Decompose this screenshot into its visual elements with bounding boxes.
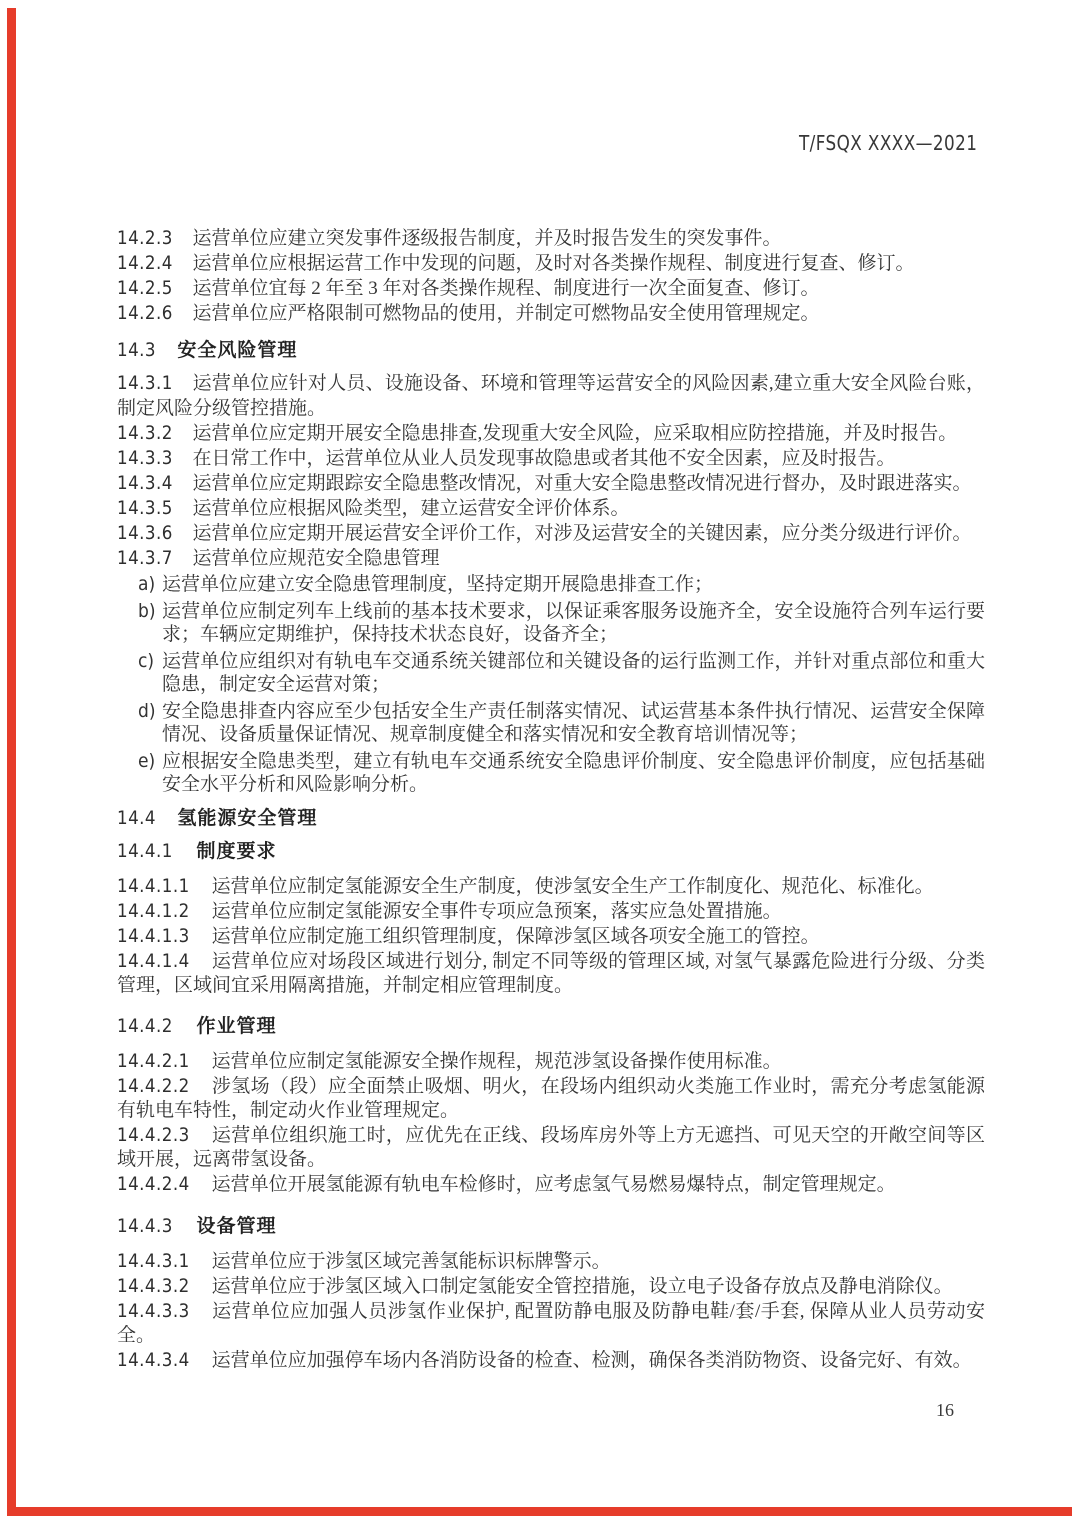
heading-number: 14.4 xyxy=(117,807,156,829)
list-marker: e) xyxy=(138,750,156,772)
clause-number: 14.3.7 xyxy=(117,547,173,569)
heading-number: 14.4.3 xyxy=(117,1215,173,1237)
list-marker: b) xyxy=(138,600,156,622)
clause-14-3-5 xyxy=(117,496,985,521)
page-number: 16 xyxy=(936,1400,954,1420)
clause-text: 运营单位应定期开展安全隐患排查,发现重大安全风险，应采取相应防控措施，并及时报告。 xyxy=(192,423,958,444)
clause-number: 14.3.2 xyxy=(117,422,173,444)
heading-title: 制度要求 xyxy=(196,840,277,862)
list-item-text: 应根据安全隐患类型，建立有轨电车交通系统安全隐患评价制度、安全隐患评价制度，应包括基础安全水平分析和风险影响分析。 xyxy=(162,751,985,795)
clause-number: 14.3.4 xyxy=(117,472,173,494)
clause-14-4-3-1 xyxy=(117,1249,985,1274)
clause-text: 运营单位应根据风险类型，建立运营安全评价体系。 xyxy=(192,498,630,519)
clause-text: 运营单位应于涉氢区域完善氢能标识标牌警示。 xyxy=(211,1251,611,1272)
clause-text: 运营单位组织施工时，应优先在正线、段场库房外等上方无遮挡、可见天空的开敞空间等区域开展，远离带氢设备。 xyxy=(117,1125,985,1170)
clause-number: 14.2.4 xyxy=(117,252,173,274)
clause-14-3-2 xyxy=(117,421,985,446)
clause-number: 14.4.1.1 xyxy=(117,875,190,897)
section-heading-14-4 xyxy=(117,806,985,831)
document-body xyxy=(117,226,985,1373)
clause-14-4-3-4 xyxy=(117,1348,985,1373)
clause-14-4-1-1 xyxy=(117,874,985,899)
list-marker: c) xyxy=(138,650,155,672)
section-heading-14-4-1 xyxy=(117,839,985,864)
clause-text: 在日常工作中，运营单位从业人员发现事故隐患或者其他不安全因素，应及时报告。 xyxy=(192,448,896,469)
clause-group-14-4-3 xyxy=(117,1249,985,1373)
clause-number: 14.4.1.4 xyxy=(117,950,190,972)
list-marker: d) xyxy=(138,700,156,722)
clause-14-4-2-3 xyxy=(117,1123,985,1172)
section-heading-14-4-3 xyxy=(117,1214,985,1239)
clause-text: 运营单位应严格限制可燃物品的使用，并制定可燃物品安全使用管理规定。 xyxy=(192,303,820,324)
clause-number: 14.4.1.2 xyxy=(117,900,190,922)
clause-text: 运营单位应制定施工组织管理制度，保障涉氢区域各项安全施工的管控。 xyxy=(211,926,820,947)
clause-14-2-3 xyxy=(117,226,985,251)
lettered-list-14-3-7 xyxy=(117,573,985,796)
clause-text: 运营单位应根据运营工作中发现的问题，及时对各类操作规程、制度进行复查、修订。 xyxy=(192,253,915,274)
heading-number: 14.3 xyxy=(117,339,156,361)
clause-number: 14.2.3 xyxy=(117,227,173,249)
clause-text: 运营单位应于涉氢区域入口制定氢能安全管控措施，设立电子设备存放点及静电消除仪。 xyxy=(211,1276,953,1297)
clause-number: 14.2.6 xyxy=(117,302,173,324)
clause-text: 运营单位开展氢能源有轨电车检修时，应考虑氢气易燃易爆特点，制定管理规定。 xyxy=(211,1174,896,1195)
clause-number: 14.3.5 xyxy=(117,497,173,519)
clause-14-4-2-4 xyxy=(117,1172,985,1197)
list-item-a xyxy=(117,573,985,596)
heading-title: 氢能源安全管理 xyxy=(177,807,318,829)
clause-number: 14.4.3.3 xyxy=(117,1300,190,1322)
clause-text: 运营单位应定期开展运营安全评价工作，对涉及运营安全的关键因素，应分类分级进行评价。 xyxy=(192,523,972,544)
clause-text: 运营单位应制定氢能源安全操作规程，规范涉氢设备操作使用标准。 xyxy=(211,1051,782,1072)
clause-14-2-5 xyxy=(117,276,985,301)
clause-text: 运营单位应定期跟踪安全隐患整改情况，对重大安全隐患整改情况进行督办，及时跟进落实。 xyxy=(192,473,972,494)
clause-number: 14.4.3.4 xyxy=(117,1349,190,1371)
clause-text: 运营单位应制定氢能源安全生产制度，使涉氢安全生产工作制度化、规范化、标准化。 xyxy=(211,876,934,897)
clause-text: 运营单位应建立突发事件逐级报告制度，并及时报告发生的突发事件。 xyxy=(192,228,782,249)
red-edge-mark-left xyxy=(7,8,16,1516)
clause-number: 14.4.1.3 xyxy=(117,925,190,947)
clause-14-3-6 xyxy=(117,521,985,546)
clause-text: 运营单位应加强停车场内各消防设备的检查、检测，确保各类消防物资、设备完好、有效。 xyxy=(211,1350,972,1371)
clause-14-4-2-2 xyxy=(117,1074,985,1123)
clause-14-4-2-1 xyxy=(117,1049,985,1074)
clause-text: 运营单位应针对人员、设施设备、环境和管理等运营安全的风险因素,建立重大安全风险台账，制定风险分级管控措施。 xyxy=(117,373,985,419)
section-heading-14-4-2 xyxy=(117,1014,985,1039)
clause-text: 运营单位应加强人员涉氢作业保护, 配置防静电服及防静电鞋/套/手套, 保障从业人员劳动安全。 xyxy=(117,1301,985,1346)
clause-number: 14.4.2.2 xyxy=(117,1075,190,1097)
clause-group-14-4-1 xyxy=(117,874,985,998)
clause-number: 14.4.2.4 xyxy=(117,1173,190,1195)
clause-number: 14.4.3.2 xyxy=(117,1275,190,1297)
clause-number: 14.4.2.1 xyxy=(117,1050,190,1072)
clause-14-2-6 xyxy=(117,301,985,326)
heading-number: 14.4.2 xyxy=(117,1015,173,1037)
list-item-text: 运营单位应建立安全隐患管理制度，坚持定期开展隐患排查工作； xyxy=(162,574,714,595)
clause-number: 14.2.5 xyxy=(117,277,173,299)
clause-14-4-1-2 xyxy=(117,899,985,924)
list-item-text: 运营单位应制定列车上线前的基本技术要求，以保证乘客服务设施齐全，安全设施符合列车运行要求；车辆应定期维护，保持技术状态良好，设备齐全； xyxy=(162,601,985,645)
clause-number: 14.3.6 xyxy=(117,522,173,544)
list-marker: a) xyxy=(138,573,156,595)
clause-text: 运营单位宜每 2 年至 3 年对各类操作规程、制度进行一次全面复查、修订。 xyxy=(192,278,820,299)
heading-title: 作业管理 xyxy=(196,1015,277,1037)
clause-14-3-7 xyxy=(117,546,985,571)
clause-text: 运营单位应规范安全隐患管理 xyxy=(192,548,440,569)
clause-number: 14.3.3 xyxy=(117,447,173,469)
section-heading-14-3 xyxy=(117,338,985,363)
list-item-d xyxy=(117,700,985,746)
clause-group-14-4-2 xyxy=(117,1049,985,1197)
heading-number: 14.4.1 xyxy=(117,840,173,862)
heading-title: 安全风险管理 xyxy=(177,339,298,361)
document-code-header: T/FSQX XXXX—2021 xyxy=(798,131,977,155)
list-item-c xyxy=(117,650,985,696)
clause-14-3-1 xyxy=(117,371,985,421)
clause-number: 14.3.1 xyxy=(117,372,173,394)
clause-14-4-1-4 xyxy=(117,949,985,998)
clause-14-4-1-3 xyxy=(117,924,985,949)
clause-14-4-3-3 xyxy=(117,1299,985,1348)
red-edge-mark-bottom xyxy=(7,1507,1072,1516)
list-item-text: 运营单位应组织对有轨电车交通系统关键部位和关键设备的运行监测工作，并针对重点部位和重大隐患，制定安全运营对策； xyxy=(162,651,985,695)
clause-text: 涉氢场（段）应全面禁止吸烟、明火，在段场内组织动火类施工作业时，需充分考虑氢能源有轨电车特性，制定动火作业管理规定。 xyxy=(117,1076,985,1121)
clause-number: 14.4.3.1 xyxy=(117,1250,190,1272)
clause-14-3-3 xyxy=(117,446,985,471)
clause-14-4-3-2 xyxy=(117,1274,985,1299)
heading-title: 设备管理 xyxy=(196,1215,277,1237)
clause-text: 运营单位应制定氢能源安全事件专项应急预案，落实应急处置措施。 xyxy=(211,901,782,922)
clause-text: 运营单位应对场段区域进行划分, 制定不同等级的管理区域, 对氢气暴露危险进行分级、分类管理，区域间宜采用隔离措施，并制定相应管理制度。 xyxy=(117,951,985,996)
clause-14-2-4 xyxy=(117,251,985,276)
list-item-b xyxy=(117,600,985,646)
list-item-e xyxy=(117,750,985,796)
list-item-text: 安全隐患排查内容应至少包括安全生产责任制落实情况、试运营基本条件执行情况、运营安全保障情况、设备质量保证情况、规章制度健全和落实情况和安全教育培训情况等； xyxy=(162,701,985,745)
clause-number: 14.4.2.3 xyxy=(117,1124,190,1146)
clause-14-3-4 xyxy=(117,471,985,496)
